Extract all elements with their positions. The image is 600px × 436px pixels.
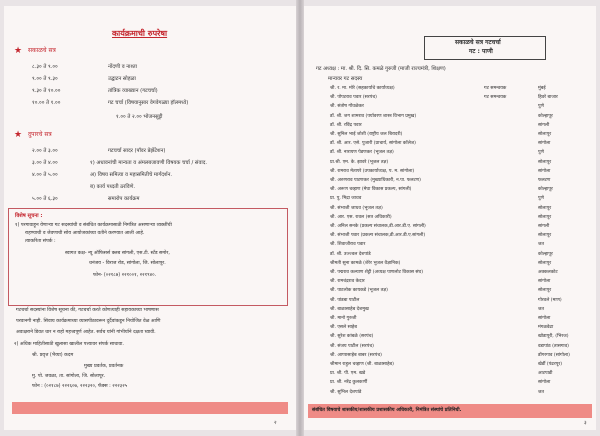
member-place: सोलापूर	[538, 214, 552, 220]
member-name: डॉ. श्री. रविंद्र पवार	[330, 122, 362, 128]
member-name: श्रीमती सुना कामळे (शेरेर भुजल वैज्ञानिक)	[330, 260, 401, 266]
member-name: श्री. सुरेश कांबळे (सरपंच)	[330, 334, 374, 340]
member-row	[316, 132, 588, 138]
member-name: डॉ. श्री. आर. एसे. पुजारी (प्राचार्य, सांगोला कॉलेज)	[330, 141, 416, 147]
member-place: सांगोला	[538, 141, 551, 147]
member-name: श्री. शिवाजीराव पवार	[330, 242, 366, 248]
member-row	[316, 362, 588, 368]
member-place: खेर्डी (पंढरपूर)	[538, 362, 563, 367]
member-name: श्री. पाटलोक कायकडे (भूजल तज्ञ)	[330, 288, 388, 294]
member-row	[316, 196, 588, 202]
member-row	[316, 150, 588, 156]
member-row	[316, 298, 588, 304]
member-place: आटपाडी	[538, 371, 553, 377]
member-place: जत	[538, 389, 545, 395]
lunch-break: १.०० ते २.०० भोजनसुट्टी	[116, 114, 163, 120]
left-page	[4, 6, 296, 430]
member-row	[316, 224, 588, 230]
page-number: २	[274, 420, 277, 426]
member-place: सांगली	[538, 122, 550, 128]
member-name: डॉ. श्री. नारायण पेडणकर (भूजल तज्ञ)	[330, 150, 394, 156]
member-place: सोलापूर	[538, 288, 552, 294]
member-row	[316, 215, 588, 221]
member-name: श्री. र. मा. मोरे (सहकार्याचे कार्याध्यक्ष)	[330, 86, 395, 91]
member-name: श्रीमान राहुल चव्हाण (श्री. बाळासाहेब)	[330, 362, 394, 367]
member-role: गट समन्वयक	[484, 86, 507, 91]
schedule-event: ब) कार्य पध्दती ठरविणे.	[90, 184, 135, 190]
member-name: प्रा. श्री. नरेंद्र कुलकर्णी	[330, 380, 368, 386]
member-row	[316, 95, 588, 101]
star-icon: ★	[14, 130, 23, 140]
member-place: जत	[538, 306, 545, 312]
member-row	[316, 233, 588, 239]
member-row	[316, 86, 588, 92]
member-name: प्रा. श्री. पी. एम. खडे	[330, 371, 366, 377]
notice-text: २) अधिक माहितीसाठी खुलासा खालील पत्त्यावर संपर्क साधावा.	[14, 342, 124, 347]
member-name: डॉ. श्री. जग शामराव (पर्यावरण शास्त्र विभाग प्रमुख)	[330, 113, 417, 119]
schedule-time: २.०० ते ३.००	[32, 148, 58, 154]
member-place: सोलापूर	[538, 205, 552, 211]
member-row	[316, 160, 588, 166]
member-row	[316, 334, 588, 340]
contact-address: मु. पो. जवळा, ता. सांगोला, जि. सोलापूर.	[32, 374, 106, 379]
member-row	[316, 114, 588, 120]
member-name: श्री. आर. एस. रावल (सत्र अधिकारी)	[330, 214, 392, 220]
member-place: सोलापूर	[538, 132, 552, 137]
schedule-event: तांत्रिक व्याख्यान (गटचर्चा)	[108, 88, 158, 94]
member-name: डॉ. श्री. उज्ज्वल देशपांडे	[330, 251, 371, 257]
member-role: गट समन्वयक	[484, 95, 507, 101]
member-name: श्री. संभाजी जाधव (भूजल तज्ञ)	[330, 205, 383, 211]
member-name: श्री. पद्मराव कल्याण शेट्टी (अध्यक्ष पाणलोट विकास संघ)	[330, 270, 423, 275]
contact-line: फोन- (०२१८७) २२१००१, २२१९४०.	[93, 273, 157, 278]
member-name: श्री. एसले साहेब	[330, 325, 357, 331]
member-place: सोलापूर	[538, 159, 552, 165]
afternoon-heading: दुपारचे सत्र	[28, 131, 52, 138]
schedule-time: ३.०० ते ४.००	[32, 160, 58, 166]
members-heading: मान्यवर गट सदस्य	[328, 76, 363, 82]
decorative-bar	[12, 402, 288, 414]
group-title: गट : पाणी	[469, 48, 493, 55]
member-row	[316, 353, 588, 359]
member-row	[316, 169, 588, 175]
member-place: पुणे	[538, 104, 544, 110]
session-title: सकाळचे सत्र गटचर्चा	[455, 39, 501, 46]
member-place: हिवरे बाजार	[538, 95, 558, 101]
notice-text: १) परगावाहून येणाऱ्या गट सदस्यांची व संबंधित कार्यक्रमासाठी निमंत्रित असणाऱ्या व्यक्तींची	[15, 223, 172, 228]
member-row	[316, 187, 588, 193]
body-paragraph: गटचर्चा सदस्यांना विशेष सूचना की, गटचर्चा करते कोणत्याही सहायकाच्या भाषणास	[16, 308, 159, 313]
schedule-time: ९.०० ते ९.३०	[32, 76, 58, 82]
member-name: प्रा.श्री. एम. के. झावरे (भूजल तज्ञ)	[330, 159, 389, 165]
member-row	[316, 252, 588, 258]
member-place: कोल्हापूर	[538, 113, 553, 119]
member-row	[316, 288, 588, 294]
notice-box	[8, 208, 288, 306]
page-number: ३	[584, 420, 587, 426]
member-row	[316, 261, 588, 267]
contact-line: स्वागत कक्ष- न्यू ऑफिसर्स क्लब सांगली, एस.टी. स्टँड समोर,	[65, 251, 170, 256]
contact-name: श्री. प्रवृत्त (भैय्या) कदम	[32, 353, 74, 358]
star-icon: ★	[14, 46, 23, 56]
member-place: सांगोला	[538, 316, 551, 321]
member-row	[316, 206, 588, 212]
member-place: फलटण	[538, 178, 551, 183]
member-name: श्री. सुनिल भाई जोशी (राष्ट्रीय जल बिरादरी)	[330, 132, 403, 137]
member-name: श्री. संभाजी पवार (प्रकल्प संचालक,डी.आर.डी.ए.सांगली)	[330, 233, 426, 239]
body-paragraph: अवाक्षराने डिवत धार न राहो महत्त्वपूर्ण आहेत. सर्वच यांनी गांभीर्याने दक्षता घ्यावी.	[16, 330, 156, 335]
member-row	[316, 123, 588, 129]
member-row	[316, 178, 588, 184]
member-place: सांगली	[538, 224, 550, 229]
member-row	[316, 371, 588, 377]
session-header	[424, 36, 546, 60]
member-row	[316, 390, 588, 396]
member-place: सांगोला	[538, 168, 551, 174]
member-row	[316, 242, 588, 248]
member-row	[316, 316, 588, 322]
schedule-time: ४.०० ते ५.००	[32, 172, 58, 178]
member-place: सांगोला	[538, 279, 551, 285]
member-place: सोलापूर	[538, 233, 552, 239]
schedule-event: गटचर्चा सादर (पॉवर प्रेझेंटेशन)	[108, 148, 166, 154]
member-name: श्री. आप्पासाहेब बाबर (सरपंच)	[330, 352, 382, 358]
member-row	[316, 141, 588, 147]
book-gutter	[296, 0, 304, 436]
member-name: श्री. पोपटराव पवार (सरपंच)	[330, 95, 377, 101]
member-place: पुणे	[538, 196, 544, 202]
member-name: श्री. मानो गुरुजी	[330, 316, 357, 321]
contact-phone: फोन : (०२१८७) २२२६०७, २२२३२०, फॅक्स : २२२३२५	[32, 384, 128, 389]
schedule-event: १) अधावनांची मान्यता व अंमलबजावणी विषयक चर्चा / संवाद.	[90, 160, 208, 166]
member-row	[316, 270, 588, 276]
member-name: श्री. अनिल सनके (प्रकल्प संचालक,डी.आर.डी.ए. सांगली)	[330, 224, 426, 229]
schedule-time: ९.३० ते १०.००	[32, 88, 61, 94]
member-name: श्री. पांडबा पाटील	[330, 297, 360, 303]
notice-text: त्याकरिता संपर्क :	[25, 239, 56, 244]
member-place: मंगळवेढा	[538, 325, 554, 331]
member-place: सोलापूर	[538, 260, 552, 266]
schedule-event: उद्घाटन सोहळा	[108, 76, 136, 82]
member-place: खोडापूरी, (भिरज)	[538, 334, 569, 340]
member-place: डोंगरगाव (सांगोला)	[538, 352, 570, 358]
member-name: श्री. अरुणराव पाटणकर (मुख्याधिकारी, न.पा. फलटण)	[330, 178, 421, 183]
member-place: कोल्हापूर	[538, 187, 553, 193]
member-place: अक्कलकोट	[538, 270, 558, 275]
member-name: प्रा. पु. मिद्रा जाधव	[330, 196, 362, 202]
contact-line: धनंजय - विराज रोड, सांगोला, जि. सोलापूर.	[89, 261, 166, 266]
schedule-event: अ) विषय समित्या व महासमितीचे मार्गदर्शन.	[90, 172, 173, 178]
schedule-event: समारोप कार्यक्रम	[108, 196, 140, 202]
member-place: वडापांठ (तासगाव)	[538, 343, 569, 349]
notice-heading: विशेष सूचना :	[15, 213, 43, 219]
member-name: श्री. सुभिल देशपांडे	[330, 389, 362, 395]
schedule-event: नोंदणी व नाश्ता	[108, 64, 137, 70]
member-row	[316, 380, 588, 386]
member-row	[316, 307, 588, 313]
member-name: श्री. संजय पाटील (सरपंच)	[330, 343, 374, 349]
right-page	[304, 6, 596, 430]
schedule-time: १०.०० ते १.००	[32, 100, 61, 106]
schedule-event: गट चर्चा (विषयानुसार वेगवेगळ्या हॉलमध्ये)	[108, 100, 189, 106]
member-place: मुंबई	[538, 86, 546, 91]
morning-heading: सकाळचे सत्र	[28, 47, 56, 54]
schedule-time: ८.३० ते ९.००	[32, 64, 58, 70]
member-name: श्री. अरूण चव्हाण (मेघा विकास प्रकल्प, सांगली)	[330, 187, 412, 193]
member-name: श्री. रामराव मेतापरे (उपकार्याध्यक्ष, प. म. सांगोला)	[330, 168, 415, 174]
body-paragraph: परवानगी नाही. सिवाय कार्यक्रमाच्या व्यासपीठावरून दुर्दैवांकडून नियोजित वेळ आणि	[16, 319, 161, 324]
member-name: श्री. रामचंद्रराव केदार	[330, 279, 365, 285]
member-place: पुणे	[538, 150, 544, 156]
member-name: श्री. संतोष गोंधळेकर	[330, 104, 364, 110]
footer-text: संबंधित विषयाचे शासकीय/शासकीय प्रशासकीय अधिकारी, निमंत्रित संस्थांचे प्रतिनिधी.	[312, 408, 462, 413]
member-place: जत	[538, 242, 545, 248]
program-title: कार्यक्रमाची रुपरेषा	[112, 29, 168, 38]
member-row	[316, 344, 588, 350]
schedule-time: ५.०० ते ६.३०	[32, 196, 58, 202]
member-place: सांगोला	[538, 380, 551, 386]
contact-role: मुख्य प्रवर्तक, प्रवर्तनक	[84, 364, 124, 369]
member-row	[316, 325, 588, 331]
member-place: कोल्हापूर	[538, 251, 553, 257]
notice-text: राहण्याची व जेवणाची सोय आयोजकांच्या वतीने करण्यात आली आहे.	[25, 231, 145, 236]
member-row	[316, 279, 588, 285]
member-name: श्री. बाळासाहेब देशमुख	[330, 306, 369, 312]
member-place: गोरवले (माण)	[538, 297, 562, 303]
member-row	[316, 104, 588, 110]
group-leader: गट अध्यक्ष : मा. श्री. दि. सि. कमळे गुरुजी (माजी राज्यमंत्री, शिक्षण)	[316, 66, 446, 72]
